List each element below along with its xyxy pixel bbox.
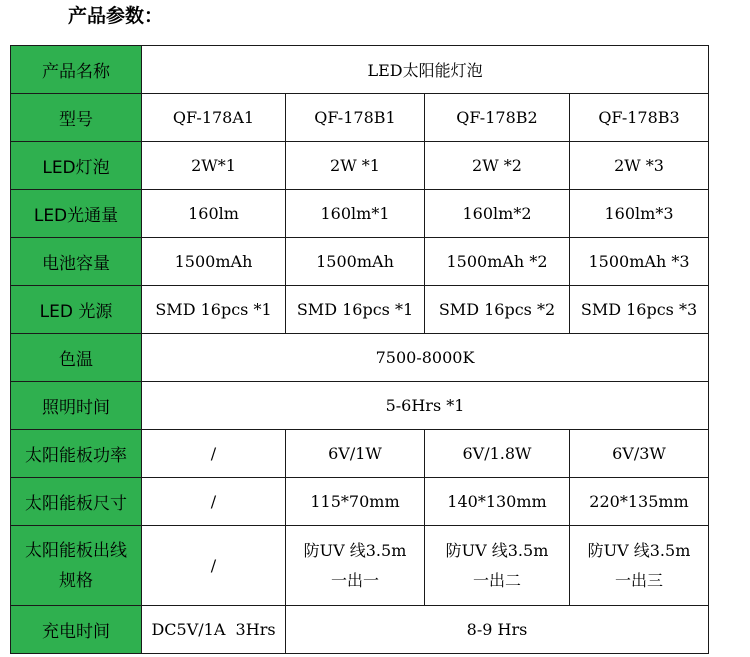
table-cell: / (142, 430, 286, 478)
lighting-time-value: 5-6Hrs *1 (142, 382, 709, 430)
row-label: 电池容量 (11, 238, 142, 286)
table-cell: SMD 16pcs *2 (425, 286, 570, 334)
color-temp-value: 7500-8000K (142, 334, 709, 382)
table-cell: 6V/1W (286, 430, 425, 478)
table-cell: 6V/3W (570, 430, 709, 478)
table-cell (570, 526, 709, 606)
row-label: LED 光源 (11, 286, 142, 334)
table-row (11, 190, 709, 238)
table-cell: 115*70mm (286, 478, 425, 526)
table-cell: QF-178B1 (286, 94, 425, 142)
charge-time-value: 8-9 Hrs (286, 606, 709, 654)
table-cell: 1500mAh *2 (425, 238, 570, 286)
cell-line: 一出二 (472, 570, 521, 590)
table-cell: / (142, 478, 286, 526)
product-spec-table (10, 45, 709, 654)
cell-line: 防UV 线3.5m (445, 540, 549, 560)
table-cell: QF-178A1 (142, 94, 286, 142)
table-cell: 2W *3 (570, 142, 709, 190)
row-label: 型号 (11, 94, 142, 142)
table-row (11, 238, 709, 286)
cell-line: 一出三 (615, 570, 664, 590)
table-cell: 2W*1 (142, 142, 286, 190)
table-row (11, 142, 709, 190)
row-label: 照明时间 (11, 382, 142, 430)
table-row (11, 382, 709, 430)
row-label: LED光通量 (11, 190, 142, 238)
table-cell: 160lm (142, 190, 286, 238)
row-label: 产品名称 (11, 46, 142, 94)
table-row (11, 334, 709, 382)
table-cell: 220*135mm (570, 478, 709, 526)
table-cell: QF-178B2 (425, 94, 570, 142)
row-label: 太阳能板功率 (11, 430, 142, 478)
table-row (11, 430, 709, 478)
table-cell: 6V/1.8W (425, 430, 570, 478)
row-label: 太阳能板尺寸 (11, 478, 142, 526)
table-cell: SMD 16pcs *1 (142, 286, 286, 334)
row-label: LED灯泡 (11, 142, 142, 190)
table-row (11, 94, 709, 142)
table-row (11, 526, 709, 606)
row-label: 色温 (11, 334, 142, 382)
cell-line: 一出一 (330, 570, 379, 590)
table-cell: QF-178B3 (570, 94, 709, 142)
table-cell: SMD 16pcs *1 (286, 286, 425, 334)
row-label: 充电时间 (11, 606, 142, 654)
table-row (11, 46, 709, 94)
table-cell: / (142, 526, 286, 606)
product-name-value: LED太阳能灯泡 (142, 46, 709, 94)
table-cell: 1500mAh (142, 238, 286, 286)
page-title: 产品参数： (68, 5, 164, 27)
row-label-line: 太阳能板出线 (25, 540, 127, 561)
cell-line: 防UV 线3.5m (587, 540, 691, 560)
table-cell: 2W *2 (425, 142, 570, 190)
table-cell: 2W *1 (286, 142, 425, 190)
table-cell: SMD 16pcs *3 (570, 286, 709, 334)
table-cell: 1500mAh *3 (570, 238, 709, 286)
table-cell: 160lm*2 (425, 190, 570, 238)
table-cell: 140*130mm (425, 478, 570, 526)
table-cell: 160lm*1 (286, 190, 425, 238)
row-label (11, 526, 142, 606)
table-row (11, 478, 709, 526)
table-cell: 1500mAh (286, 238, 425, 286)
table-row (11, 606, 709, 654)
table-cell (425, 526, 570, 606)
row-label-line: 规格 (59, 570, 93, 591)
cell-line: 防UV 线3.5m (303, 540, 407, 560)
table-cell: 160lm*3 (570, 190, 709, 238)
table-cell (286, 526, 425, 606)
table-row (11, 286, 709, 334)
table-cell: DC5V/1A 3Hrs (142, 606, 286, 654)
